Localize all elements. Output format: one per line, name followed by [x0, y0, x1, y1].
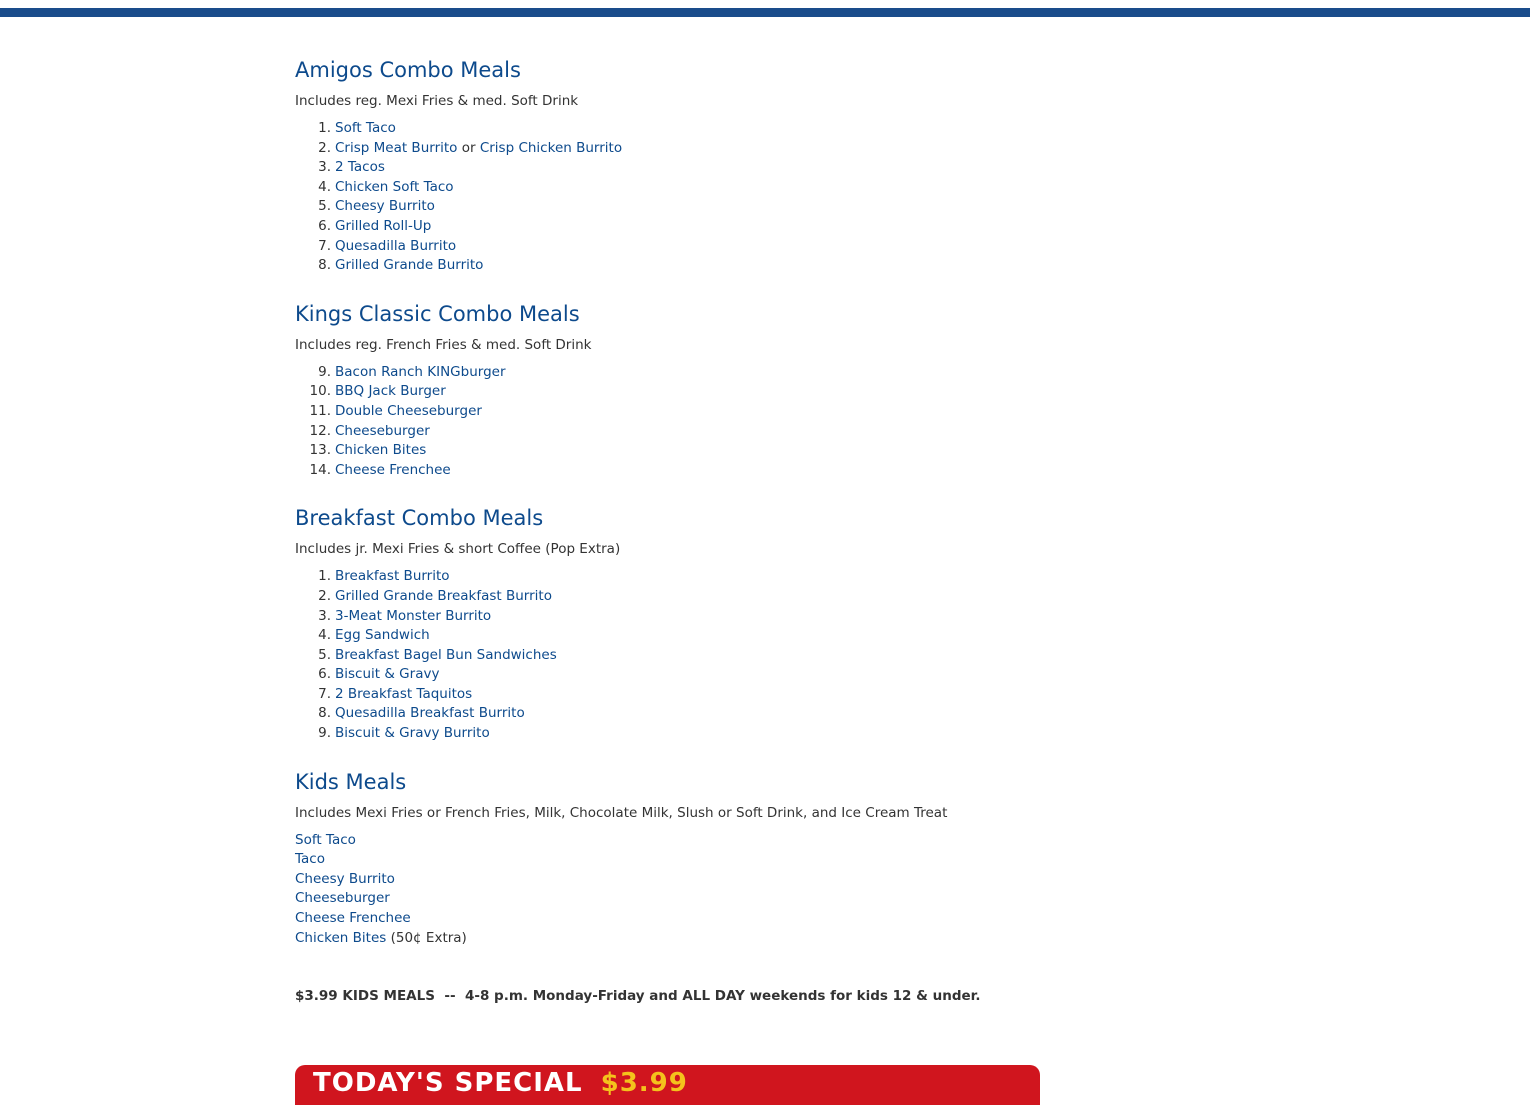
list-item [295, 363, 1055, 383]
top-nav-bar [0, 8, 1530, 17]
amigos-heading: Amigos Combo Meals [295, 58, 521, 82]
menu-item-link[interactable]: Egg Sandwich [335, 627, 430, 644]
list-item [295, 382, 1055, 402]
menu-item-link[interactable]: Quesadilla Burrito [335, 237, 457, 254]
extra-charge-note: (50¢ Extra) [390, 929, 467, 946]
kids-list [295, 831, 1055, 949]
kings-list [295, 363, 1055, 481]
menu-item-link[interactable]: 2 Breakfast Taquitos [335, 685, 473, 702]
breakfast-description: Includes jr. Mexi Fries & short Coffee (Pop Extra) [295, 541, 621, 558]
kids-heading: Kids Meals [295, 769, 407, 794]
list-item [295, 139, 1055, 159]
menu-item-link[interactable]: Breakfast Burrito [335, 568, 450, 585]
list-item [295, 831, 1055, 851]
item-number: 11. [309, 402, 331, 419]
menu-content [295, 52, 1055, 1006]
menu-item-link[interactable]: Crisp Chicken Burrito [479, 139, 623, 156]
list-item [295, 909, 1055, 929]
list-item [295, 607, 1055, 627]
list-item [295, 870, 1055, 890]
menu-item-link[interactable]: Crisp Meat Burrito [335, 139, 458, 156]
item-number: 3. [318, 607, 331, 624]
menu-item-link[interactable]: Cheeseburger [295, 890, 390, 907]
item-number: 5. [318, 198, 331, 215]
list-item [295, 237, 1055, 257]
menu-item-link[interactable]: Soft Taco [335, 120, 396, 136]
menu-item-link[interactable]: Cheesy Burrito [335, 198, 435, 215]
or-separator: or [461, 139, 476, 156]
list-item [295, 422, 1055, 442]
list-item [295, 441, 1055, 461]
menu-item-link[interactable]: Taco [295, 851, 325, 868]
item-number: 1. [318, 568, 331, 585]
section-spacer [295, 276, 1055, 296]
kings-description: Includes reg. French Fries & med. Soft Drink [295, 336, 592, 353]
menu-item-link[interactable]: Grilled Roll-Up [335, 217, 432, 234]
list-item [295, 704, 1055, 724]
special-label: TODAY'S SPECIAL [313, 1068, 583, 1098]
todays-special-banner [295, 1065, 1040, 1105]
list-item [295, 626, 1055, 646]
section-spacer [295, 744, 1055, 764]
item-number: 4. [318, 627, 331, 644]
item-number: 2. [318, 139, 331, 156]
amigos-description: Includes reg. Mexi Fries & med. Soft Drink [295, 93, 579, 109]
list-item [295, 646, 1055, 666]
item-number: 7. [318, 237, 331, 254]
item-number: 4. [318, 178, 331, 195]
list-item [295, 665, 1055, 685]
item-number: 5. [318, 646, 331, 663]
list-item [295, 889, 1055, 909]
list-item [295, 929, 1055, 949]
menu-item-link[interactable]: Chicken Bites [295, 929, 387, 946]
item-number: 9. [318, 725, 331, 742]
kings-heading: Kings Classic Combo Meals [295, 301, 580, 326]
list-item [295, 256, 1055, 276]
menu-item-link[interactable]: Breakfast Bagel Bun Sandwiches [335, 646, 557, 663]
item-number: 6. [318, 666, 331, 683]
kids-description: Includes Mexi Fries or French Fries, Milk, Chocolate Milk, Slush or Soft Drink, and Ice Cream Treat [295, 804, 948, 821]
list-item [295, 402, 1055, 422]
menu-item-link[interactable]: Quesadilla Breakfast Burrito [335, 705, 525, 722]
list-item [295, 461, 1055, 481]
list-item [295, 119, 1055, 139]
menu-item-link[interactable]: Soft Taco [295, 831, 356, 848]
kids-promo-text: $3.99 KIDS MEALS -- 4-8 p.m. Monday-Friday and ALL DAY weekends for kids 12 & under. [295, 988, 981, 1005]
menu-item-link[interactable]: Grilled Grande Breakfast Burrito [335, 587, 552, 604]
menu-item-link[interactable]: Cheesy Burrito [295, 870, 395, 887]
special-banner-text [313, 1068, 688, 1098]
item-number: 3. [318, 159, 331, 176]
item-number: 12. [309, 422, 331, 439]
item-number: 14. [309, 461, 331, 478]
menu-item-link[interactable]: Biscuit & Gravy Burrito [335, 725, 490, 742]
item-number: 13. [309, 442, 331, 459]
menu-item-link[interactable]: Chicken Soft Taco [335, 178, 454, 195]
item-number: 8. [318, 257, 331, 274]
list-item [295, 178, 1055, 198]
amigos-list [295, 119, 1055, 276]
menu-item-link[interactable]: Grilled Grande Burrito [335, 257, 484, 274]
item-number: 8. [318, 705, 331, 722]
section-spacer [295, 480, 1055, 500]
list-item [295, 685, 1055, 705]
menu-item-link[interactable]: Double Cheeseburger [335, 402, 482, 419]
menu-item-link[interactable]: 2 Tacos [335, 159, 385, 176]
special-price: $3.99 [600, 1068, 688, 1098]
menu-item-link[interactable]: Cheese Frenchee [335, 461, 451, 478]
menu-item-link[interactable]: Cheese Frenchee [295, 910, 411, 927]
menu-item-link[interactable]: 3-Meat Monster Burrito [335, 607, 492, 624]
item-number: 7. [318, 685, 331, 702]
list-item [295, 724, 1055, 744]
menu-item-link[interactable]: Biscuit & Gravy [335, 666, 440, 683]
item-number: 6. [318, 217, 331, 234]
menu-item-link[interactable]: Cheeseburger [335, 422, 430, 439]
breakfast-heading: Breakfast Combo Meals [295, 506, 544, 531]
menu-item-link[interactable]: Bacon Ranch KINGburger [335, 363, 506, 380]
list-item [295, 197, 1055, 217]
menu-item-link[interactable]: BBQ Jack Burger [335, 383, 446, 400]
list-item [295, 850, 1055, 870]
list-item [295, 587, 1055, 607]
item-number: 2. [318, 587, 331, 604]
item-number: 9. [318, 363, 331, 380]
menu-item-link[interactable]: Chicken Bites [335, 442, 427, 459]
item-number: 10. [309, 383, 331, 400]
breakfast-list [295, 567, 1055, 743]
item-number: 1. [318, 120, 331, 136]
list-item [295, 567, 1055, 587]
list-item [295, 217, 1055, 237]
list-item [295, 158, 1055, 178]
